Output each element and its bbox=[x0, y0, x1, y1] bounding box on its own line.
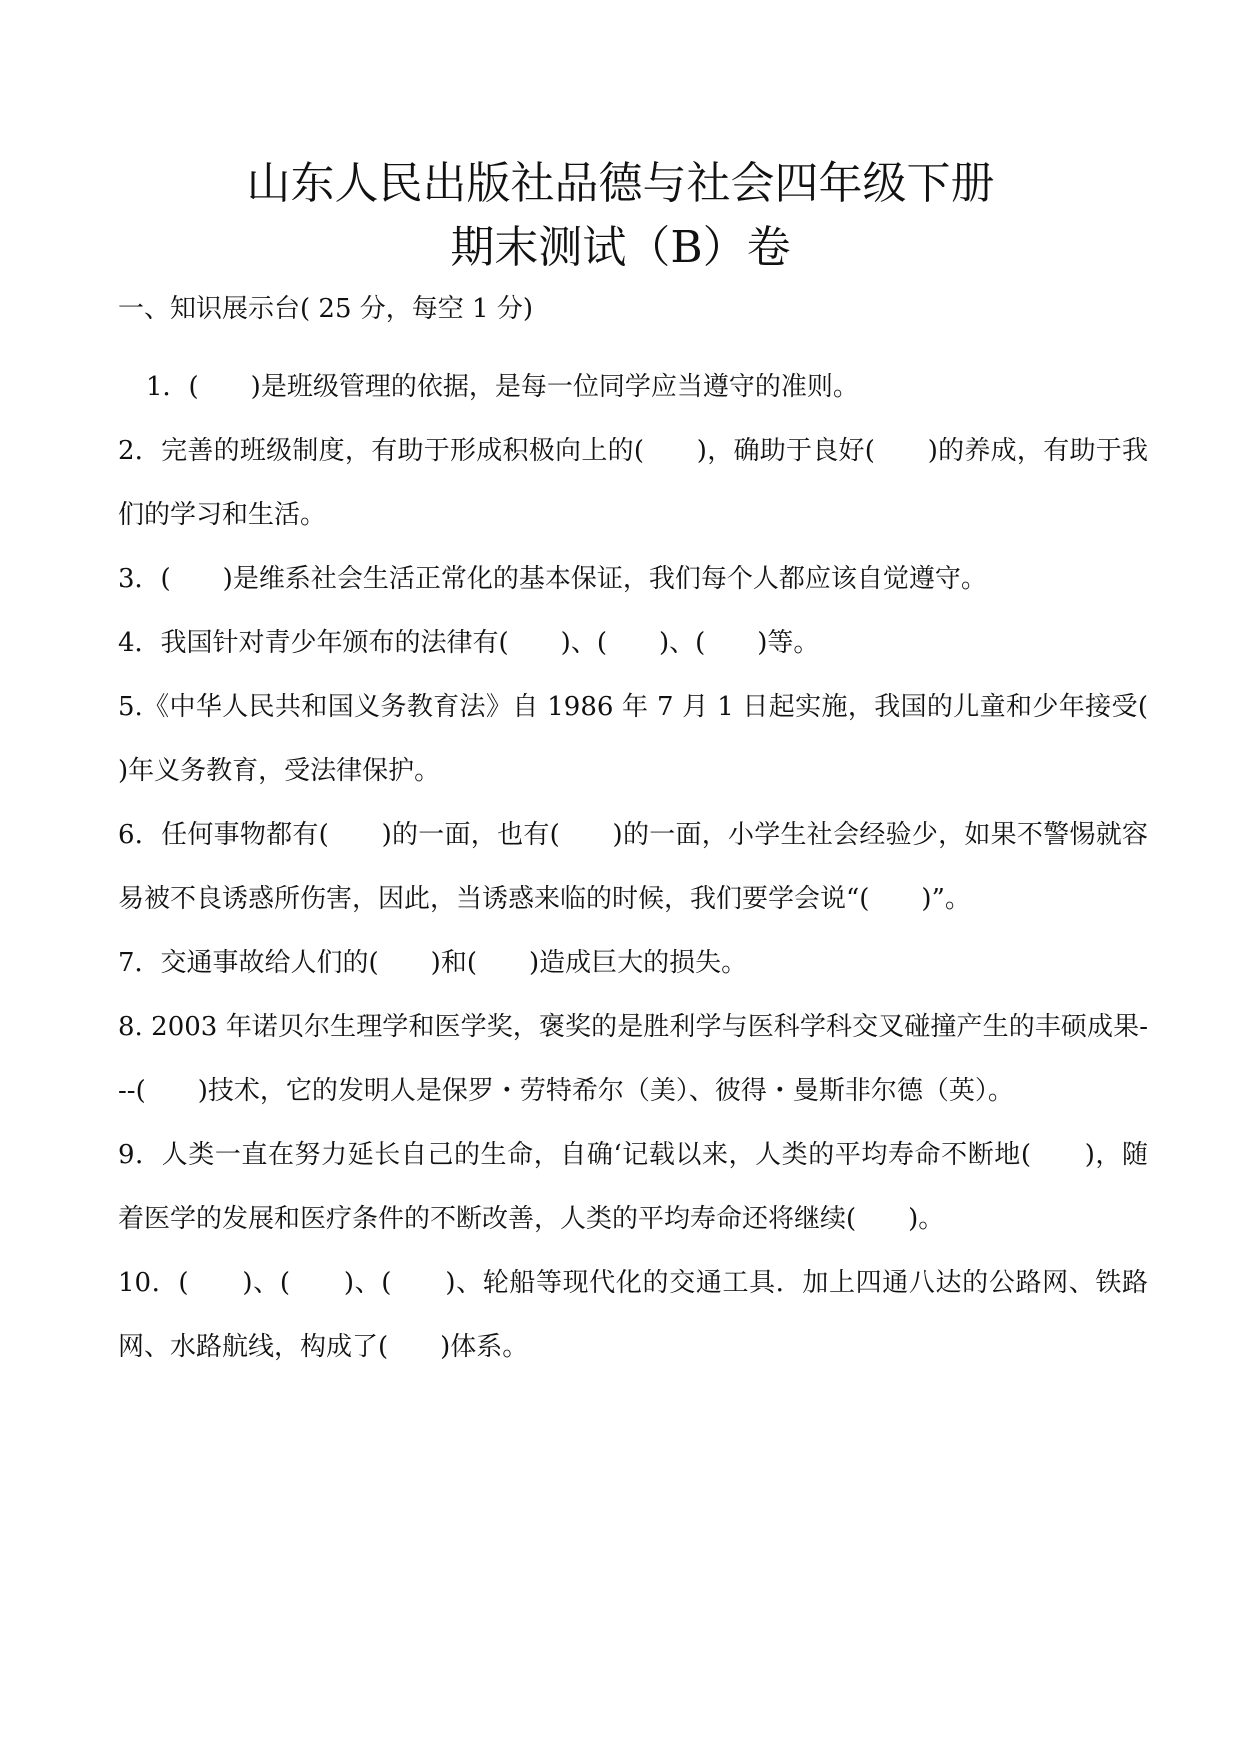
section-heading: 一、知识展示台( 25 分，每空 1 分) bbox=[118, 294, 533, 324]
question-item: 9．人类一直在努力延长自己的生命，自确‘记载以来，人类的平均寿命不断地( )，随着医学的发展和医疗条件的不断改善，人类的平均寿命还将继续( )。 bbox=[118, 1140, 1148, 1234]
question-item: 7．交通事故给人们的( )和( )造成巨大的损失。 bbox=[118, 948, 748, 978]
question-item: 2．完善的班级制度，有助于形成积极向上的( )，确助于良好( )的养成，有助于我们的学习和生活。 bbox=[118, 436, 1148, 530]
question-item: 4．我国针对青少年颁布的法律有( )、( )、( )等。 bbox=[118, 628, 820, 658]
question-list bbox=[118, 355, 1201, 1379]
question-item: 3．( )是维系社会生活正常化的基本保证，我们每个人都应该自觉遵守。 bbox=[118, 564, 987, 594]
question-item: 8. 2003 年诺贝尔生理学和医学奖，褒奖的是胜利学与医科学科交叉碰撞产生的丰硕成果---( )技术，它的发明人是保罗・劳特希尔（美）、彼得・曼斯非尔德（英）。 bbox=[118, 1012, 1148, 1106]
document-title-line-1: 山东人民出版社品德与社会四年级下册 bbox=[246, 158, 995, 209]
question-item: 10．( )、( )、( )、轮船等现代化的交通工具．加上四通八达的公路网、铁路网、水路航线，构成了( )体系。 bbox=[118, 1268, 1148, 1362]
question-item: 6．任何事物都有( )的一面，也有( )的一面，小学生社会经验少，如果不警惕就容易被不良诱惑所伤害，因此，当诱惑来临的时候，我们要学会说“( )”。 bbox=[118, 820, 1148, 914]
question-item: 5.《中华人民共和国义务教育法》自 1986 年 7 月 1 日起实施，我国的儿童和少年接受( )年义务教育，受法律保护。 bbox=[118, 692, 1201, 786]
question-item: 1．( )是班级管理的依据，是每一位同学应当遵守的准则。 bbox=[146, 372, 859, 402]
document-title-line-2: 期末测试（B）卷 bbox=[450, 222, 791, 273]
